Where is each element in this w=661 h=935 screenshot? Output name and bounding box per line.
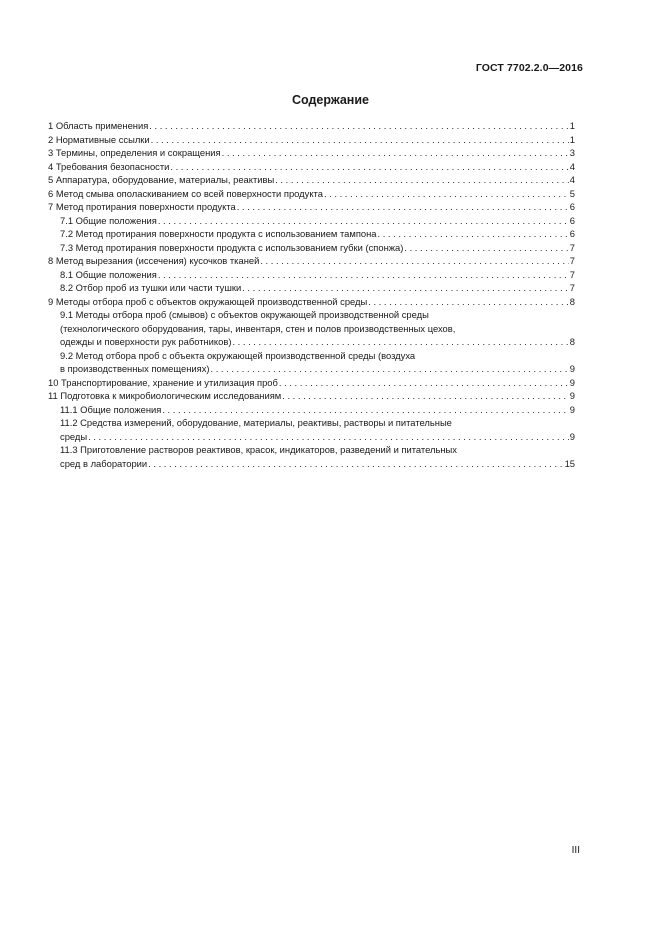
toc-entry-text: 8 Метод вырезания (иссечения) кусочков тканей [48,255,260,266]
toc-entry-9-1[interactable] [48,308,575,349]
toc-entry-text-line: в производственных помещениях) [60,363,210,374]
toc-entry-page: 6 [569,228,575,239]
toc-entry-text: 5 Аппаратура, оборудование, материалы, реактивы [48,174,275,185]
toc-entry-text: 10 Транспортирование, хранение и утилизация проб [48,376,278,388]
dot-leader [275,173,569,187]
dot-leader [242,281,569,295]
toc-entry-page: 1 [569,120,575,131]
dot-leader [368,295,569,309]
toc-entry-text: 9 Методы отбора проб с объектов окружающей производственной среды [48,295,368,307]
toc-entry-text: 8.2 Отбор проб из тушки или части тушки [60,282,242,293]
table-of-contents [48,119,575,470]
toc-entry-text: 11.1 Общие положения [60,403,162,415]
page-number: III [571,845,580,856]
toc-entry-page: 9 [569,376,575,388]
toc-entry-7[interactable] [48,200,575,214]
toc-entry-page: 6 [569,201,575,212]
toc-entry-11-2[interactable] [48,416,575,443]
toc-entry-3[interactable] [48,146,575,160]
toc-entry-10[interactable] [48,376,575,390]
dot-leader [404,241,568,255]
dot-leader [148,457,563,471]
toc-entry-8[interactable] [48,254,575,268]
document-code: ГОСТ 7702.2.0—2016 [475,62,583,74]
toc-entry-page: 9 [569,390,575,401]
toc-entry-text: 6 Метод смыва ополаскиванием со всей поверхности продукта [48,187,323,199]
toc-entry-page: 7 [569,282,575,293]
toc-entry-page: 3 [569,147,575,158]
toc-entry-page: 9 [569,403,575,415]
dot-leader [162,403,568,417]
toc-entry-text: 2 Нормативные ссылки [48,133,150,145]
toc-entry-8-2[interactable] [48,281,575,295]
toc-entry-text: 7.2 Метод протирания поверхности продукта с использованием тампона [60,228,377,239]
toc-entry-7-2[interactable] [48,227,575,241]
dot-leader [151,133,569,147]
toc-entry-text-line: сред в лаборатории [60,457,148,469]
toc-entry-4[interactable] [48,160,575,174]
dot-leader [170,160,568,174]
toc-entry-7-3[interactable] [48,241,575,255]
dot-leader [158,214,569,228]
toc-entry-text: 11 Подготовка к микробиологическим исследованиям [48,390,282,401]
toc-entry-text: 8.1 Общие положения [60,268,157,280]
dot-leader [211,362,569,376]
toc-entry-page: 7 [569,268,575,280]
toc-entry-2[interactable] [48,133,575,147]
toc-entry-1[interactable] [48,119,575,133]
toc-entry-text: 1 Область применения [48,120,149,131]
toc-entry-11-1[interactable] [48,403,575,417]
dot-leader [260,254,568,268]
dot-leader [232,335,568,349]
toc-entry-text-line: одежды и поверхности рук работников) [60,336,232,347]
toc-entry-text-line: 9.1 Методы отбора проб (смывов) с объектов окружающей производственной среды [60,309,429,320]
dot-leader [282,389,569,403]
toc-entry-page: 1 [569,133,575,145]
toc-entry-text: 7 Метод протирания поверхности продукта [48,201,236,212]
toc-entry-page: 15 [564,457,575,469]
toc-title: Содержание [291,93,369,107]
toc-entry-text-line: среды [60,430,88,442]
toc-entry-text: 7.3 Метод протирания поверхности продукта с использованием губки (спонжа) [60,241,404,253]
dot-leader [237,200,569,214]
toc-entry-page: 7 [569,255,575,266]
toc-entry-9[interactable] [48,295,575,309]
dot-leader [279,376,569,390]
toc-entry-text-line: 11.3 Приготовление растворов реактивов, красок, индикаторов, разведений и питательных [60,444,457,455]
dot-leader [222,146,569,160]
toc-entry-text: 3 Термины, определения и сокращения [48,147,221,158]
dot-leader [149,119,568,133]
toc-entry-page: 8 [569,336,575,347]
dot-leader [324,187,569,201]
toc-entry-page: 6 [569,214,575,226]
toc-entry-9-2[interactable] [48,349,575,376]
toc-entry-6[interactable] [48,187,575,201]
dot-leader [88,430,569,444]
toc-entry-page: 5 [569,187,575,199]
toc-entry-page: 8 [569,295,575,307]
toc-entry-11[interactable] [48,389,575,403]
toc-entry-page: 4 [569,160,575,172]
toc-entry-7-1[interactable] [48,214,575,228]
toc-entry-8-1[interactable] [48,268,575,282]
toc-entry-text-line: (технологического оборудования, тары, инвентаря, стен и полов производственных цехов, [60,322,456,334]
toc-entry-text: 7.1 Общие положения [60,214,157,226]
dot-leader [158,268,569,282]
dot-leader [378,227,569,241]
toc-entry-11-3[interactable] [48,443,575,470]
toc-entry-page: 9 [569,363,575,374]
toc-entry-text-line: 9.2 Метод отбора проб с объекта окружающей производственной среды (воздуха [60,349,416,361]
toc-entry-text: 4 Требования безопасности [48,160,170,172]
toc-entry-text-line: 11.2 Средства измерений, оборудование, материалы, реактивы, растворы и питательные [60,417,452,428]
toc-entry-5[interactable] [48,173,575,187]
toc-entry-page: 9 [569,430,575,442]
toc-entry-page: 7 [569,241,575,253]
toc-entry-page: 4 [569,174,575,185]
